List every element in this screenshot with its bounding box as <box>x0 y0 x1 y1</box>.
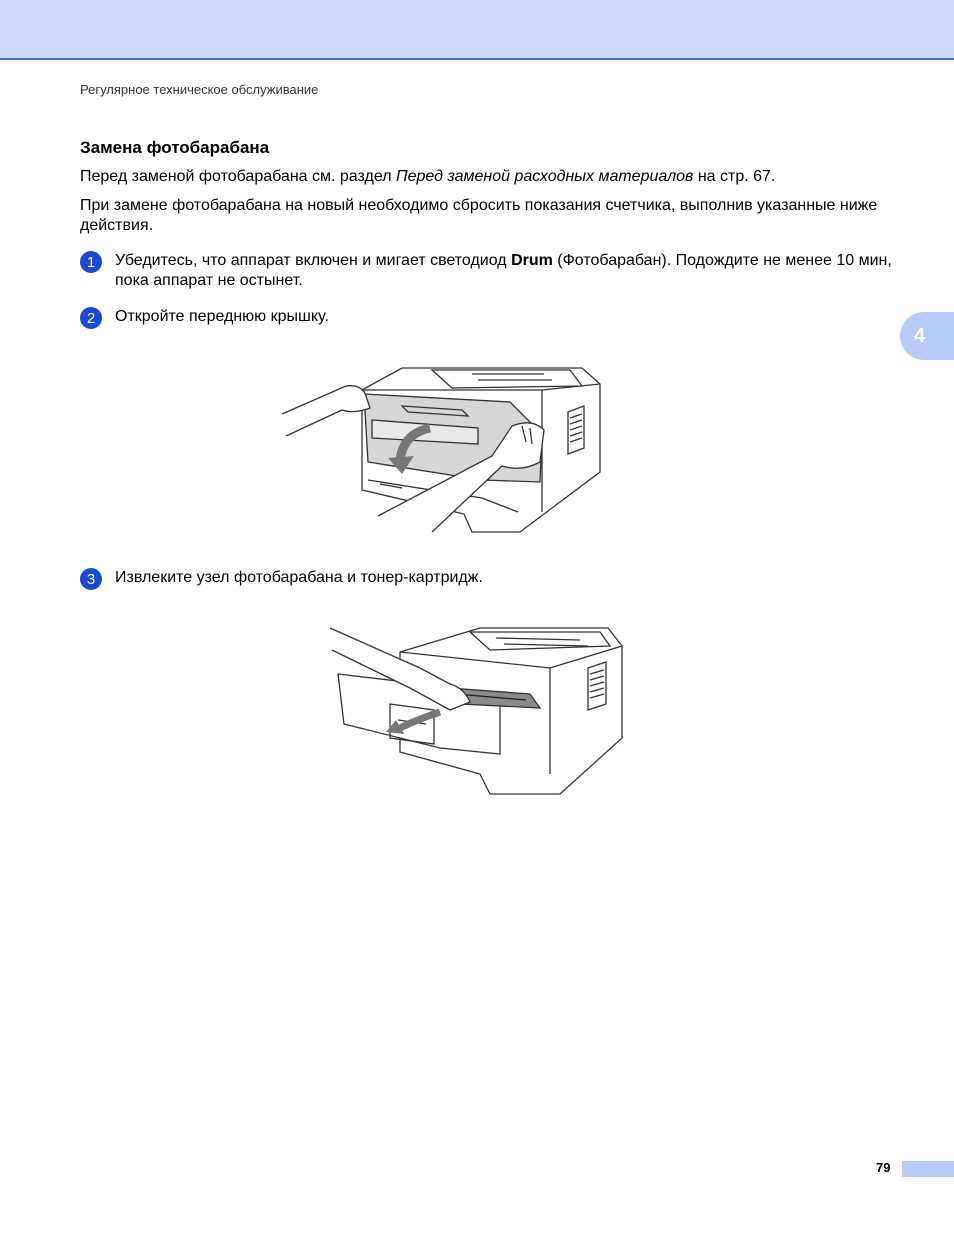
chapter-tab-label: 4 <box>914 324 926 347</box>
step-3 <box>80 568 900 590</box>
step-1-text-after: (Фотобарабан). Подождите не менее 10 мин, пока аппарат не остынет. <box>115 252 892 289</box>
drum-led-label: Drum <box>511 252 553 269</box>
section-title: Замена фотобарабана <box>80 138 270 157</box>
header-band <box>0 0 954 60</box>
footer-band <box>902 1161 954 1177</box>
open-front-cover-illustration <box>282 362 604 534</box>
intro-text-after: на стр. 67. <box>693 168 776 185</box>
step-1-text-before: Убедитесь, что аппарат включен и мигает светодиод <box>115 252 512 269</box>
step-2-text: Откройте переднюю крышку. <box>115 308 329 325</box>
intro-text-before: Перед заменой фотобарабана см. раздел <box>80 168 396 185</box>
running-header: Регулярное техническое обслуживание <box>80 82 319 97</box>
note-paragraph: При замене фотобарабана на новый необходимо сбросить показания счетчика, выполнив указанные ниже действия. <box>80 197 878 234</box>
step-number-badge: 1 <box>80 251 102 273</box>
step-2 <box>80 307 900 329</box>
page-number: 79 <box>876 1160 891 1175</box>
step-number-badge: 2 <box>80 307 102 329</box>
cross-reference-link[interactable]: Перед заменой расходных материалов <box>395 168 694 185</box>
step-number-badge: 3 <box>80 568 102 590</box>
remove-drum-unit-illustration <box>330 624 624 796</box>
intro-paragraph <box>80 167 900 187</box>
step-1-text <box>115 251 895 291</box>
chapter-tab[interactable] <box>900 312 954 360</box>
step-1 <box>80 251 900 291</box>
step-3-text: Извлеките узел фотобарабана и тонер-картридж. <box>115 569 483 586</box>
